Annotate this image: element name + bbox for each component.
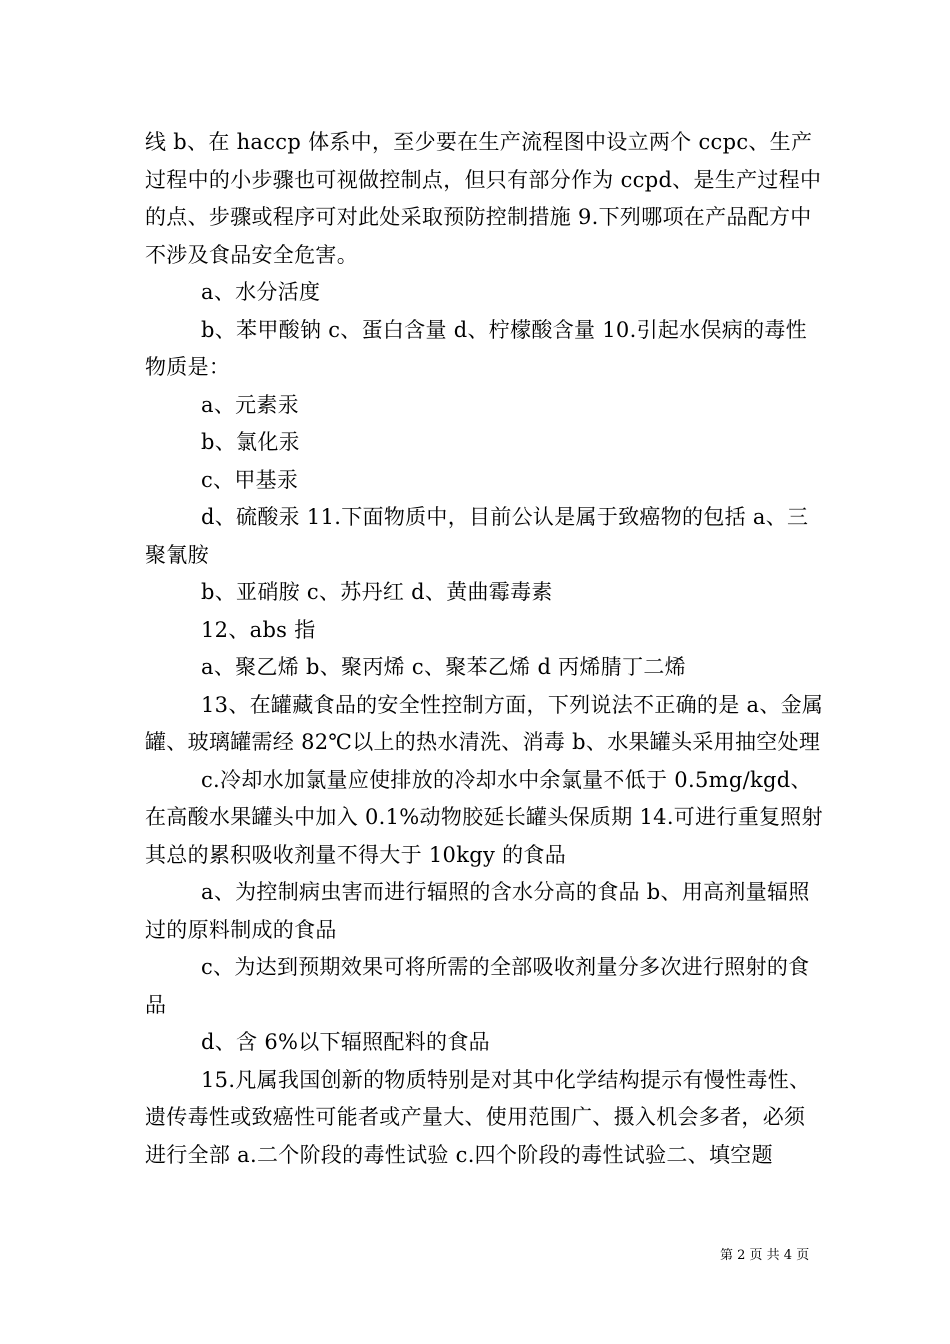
paragraph: a、水分活度 xyxy=(201,280,321,304)
paragraph: a、元素汞 xyxy=(201,392,300,417)
paragraph: c、甲基汞 xyxy=(201,467,299,492)
paragraph: b、亚硝胺 c、苏丹红 d、黄曲霉毒素 xyxy=(201,580,553,604)
paragraph: 12、abs 指 xyxy=(201,617,316,642)
paragraph: 15.凡属我国创新的物质特别是对其中化学结构提示有慢性毒性、遗传毒性或致癌性可能者或产量大、使用范围广、摄入机会多者，必须进行全部 a.二个阶段的毒性试验 c.四个阶段的毒性试验二、填空题 xyxy=(145,1067,811,1167)
paragraph: c.冷却水加氯量应使排放的冷却水中余氯量不低于 0.5mg/kgd、在高酸水果罐头中加入 0.1%动物胶延长罐头保质期 14.可进行重复照射其总的累积吸收剂量不得大于 10kgy 的食品 xyxy=(145,767,823,867)
body-text xyxy=(145,124,825,1174)
paragraph: d、硫酸汞 11.下面物质中，目前公认是属于致癌物的包括 a、三聚氰胺 xyxy=(145,505,809,567)
paragraph: b、氯化汞 xyxy=(201,430,300,454)
paragraph: 线 b、在 haccp 体系中，至少要在生产流程图中设立两个 ccpc、生产过程中的小步骤也可视做控制点，但只有部分作为 ccpd、是生产过程中的点、步骤或程序可对此处采取预防控制措施 9.下列哪项在产品配方中不涉及食品安全危害。 xyxy=(145,130,822,267)
paragraph: d、含 6%以下辐照配料的食品 xyxy=(201,1030,490,1054)
paragraph: 13、在罐藏食品的安全性控制方面，下列说法不正确的是 a、金属罐、玻璃罐需经 82℃以上的热水清洗、消毒 b、水果罐头采用抽空处理 xyxy=(145,692,824,754)
paragraph: a、聚乙烯 b、聚丙烯 c、聚苯乙烯 d 丙烯腈丁二烯 xyxy=(201,655,686,679)
page-number: 第 2 页 共 4 页 xyxy=(720,1248,810,1263)
paragraph: c、为达到预期效果可将所需的全部吸收剂量分多次进行照射的食品 xyxy=(145,955,810,1017)
paragraph: a、为控制病虫害而进行辐照的含水分高的食品 b、用高剂量辐照过的原料制成的食品 xyxy=(145,880,810,942)
paragraph: b、苯甲酸钠 c、蛋白含量 d、柠檬酸含量 10.引起水俣病的毒性物质是： xyxy=(145,317,807,379)
